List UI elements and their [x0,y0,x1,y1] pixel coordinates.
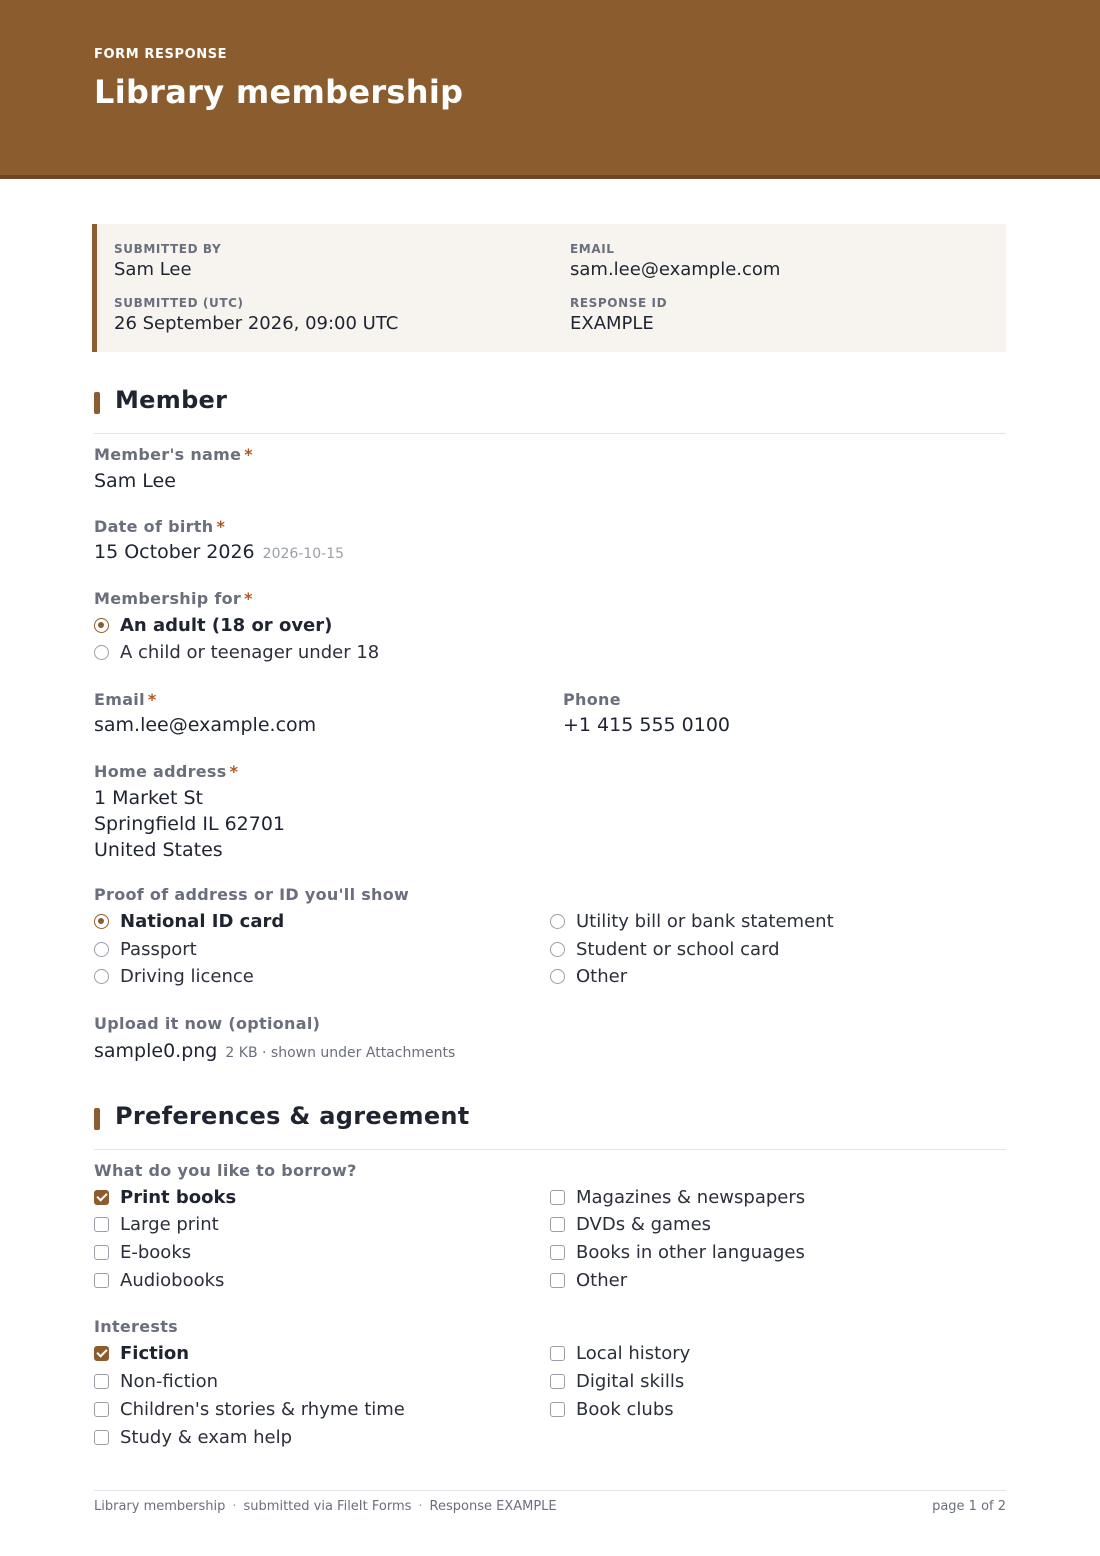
checkbox-empty-icon [94,1217,109,1232]
label-text: Proof of address or ID you'll show [94,885,410,904]
option-e-books [94,1240,191,1264]
meta-label: EMAIL [570,242,615,256]
page-header [0,0,1100,179]
address-line: 1 Market St [94,787,203,809]
option-student-card [550,937,780,961]
option-label: Books in other languages [576,1241,805,1263]
radio-empty-icon [94,645,109,660]
option-label: Passport [120,938,197,960]
field-label-upload [94,1014,320,1033]
option-label: Book clubs [576,1398,674,1420]
checkbox-empty-icon [94,1374,109,1389]
meta-label: SUBMITTED BY [114,242,222,256]
radio-empty-icon [550,969,565,984]
section-title: Preferences & agreement [115,1102,470,1130]
option-label: Local history [576,1342,691,1364]
option-non-fiction [94,1369,218,1393]
dob-iso: 2026-10-15 [262,546,345,562]
section-accent-bar [94,392,100,414]
label-text: Member's name [94,445,242,464]
meta-submitted-utc [114,296,398,334]
option-label: Fiction [120,1342,190,1364]
option-utility-bill [550,909,834,933]
radio-empty-icon [550,914,565,929]
checkbox-empty-icon [94,1402,109,1417]
option-label: An adult (18 or over) [120,614,333,636]
footer-separator: · [418,1499,423,1514]
option-label: Student or school card [576,938,780,960]
meta-submitted-by [114,242,221,280]
page-title: Library membership [94,73,464,111]
option-print-books [94,1185,236,1209]
field-label-interests [94,1317,178,1336]
option-borrow-other [550,1268,627,1292]
footer-via: submitted via FileIt Forms [243,1499,412,1514]
field-label-name [94,445,253,464]
option-label: Magazines & newspapers [576,1186,806,1208]
label-text: Interests [94,1317,178,1336]
required-mark: * [229,762,239,781]
field-value-phone: +1 415 555 0100 [563,714,731,736]
label-text: Upload it now (optional) [94,1014,321,1033]
option-label: Print books [120,1186,237,1208]
field-label-borrow [94,1161,357,1180]
label-text: Date of birth [94,517,214,536]
upload-filename[interactable]: sample0.png [94,1040,218,1062]
section-title: Member [115,386,228,414]
option-label: E-books [120,1241,192,1263]
checkbox-checked-icon [94,1190,109,1205]
page-footer [94,1490,1006,1530]
checkbox-checked-icon [94,1346,109,1361]
required-mark: * [244,589,253,608]
label-text: Email [94,690,145,709]
field-value-address [94,785,285,863]
section-preferences [94,1102,1006,1150]
option-label: DVDs & games [576,1213,712,1235]
field-label-dob [94,517,225,536]
field-label-address [94,762,238,781]
option-label: Non-fiction [120,1370,219,1392]
checkbox-empty-icon [550,1346,565,1361]
checkbox-empty-icon [550,1273,565,1288]
meta-value: sam.lee@example.com [570,259,781,280]
option-label: Audiobooks [120,1269,225,1291]
footer-separator: · [232,1499,237,1514]
option-local-history [550,1341,690,1365]
option-label: Other [576,965,628,987]
required-mark: * [244,445,253,464]
field-label-membership-for [94,589,253,608]
label-text: Home address [94,762,227,781]
required-mark: * [216,517,226,536]
checkbox-empty-icon [94,1273,109,1288]
header-eyebrow: FORM RESPONSE [94,47,228,62]
section-accent-bar [94,1108,100,1130]
checkbox-empty-icon [550,1245,565,1260]
option-label: Utility bill or bank statement [576,910,834,932]
upload-note: 2 KB · shown under Attachments [225,1045,456,1061]
field-value-email: sam.lee@example.com [94,714,317,736]
meta-value: EXAMPLE [570,313,654,334]
option-passport [94,937,197,961]
radio-empty-icon [94,969,109,984]
field-label-phone [563,690,621,709]
option-fiction [94,1341,189,1365]
label-text: What do you like to borrow? [94,1161,357,1180]
submission-meta [92,224,1006,352]
field-label-email [94,690,157,709]
radio-empty-icon [94,942,109,957]
option-label: Study & exam help [120,1426,293,1448]
field-value-dob [94,541,344,563]
option-label: A child or teenager under 18 [120,641,380,663]
meta-value: Sam Lee [114,259,192,280]
option-label: Driving licence [120,965,254,987]
option-audiobooks [94,1268,224,1292]
option-proof-other [550,964,627,988]
option-driving-licence [94,964,254,988]
radio-selected-icon [94,914,109,929]
option-study-help [94,1425,292,1449]
meta-value: 26 September 2026, 09:00 UTC [114,313,399,334]
field-value-name: Sam Lee [94,470,176,492]
address-line: Springfield IL 62701 [94,813,286,835]
option-label: Other [576,1269,628,1291]
checkbox-empty-icon [550,1402,565,1417]
label-text: Phone [563,690,621,709]
footer-form-name: Library membership [94,1499,226,1514]
option-other-languages [550,1240,805,1264]
option-label: National ID card [120,910,285,932]
option-magazines [550,1185,805,1209]
checkbox-empty-icon [550,1217,565,1232]
option-book-clubs [550,1397,674,1421]
field-label-proof [94,885,409,904]
radio-selected-icon [94,618,109,633]
meta-label: SUBMITTED (UTC) [114,296,244,310]
required-mark: * [147,690,157,709]
option-label: Digital skills [576,1370,685,1392]
meta-label: RESPONSE ID [570,296,668,310]
option-child [94,640,379,664]
checkbox-empty-icon [550,1374,565,1389]
checkbox-empty-icon [94,1430,109,1445]
option-national-id [94,909,284,933]
option-childrens-stories [94,1397,405,1421]
option-dvds-games [550,1212,711,1236]
meta-response-id [570,296,667,334]
option-adult [94,613,332,637]
section-member [94,386,1006,434]
meta-email [570,242,780,280]
radio-empty-icon [550,942,565,957]
checkbox-empty-icon [94,1245,109,1260]
footer-info [94,1499,557,1514]
checkbox-empty-icon [550,1190,565,1205]
page-number: page 1 of 2 [932,1499,1006,1514]
option-digital-skills [550,1369,684,1393]
option-label: Large print [120,1213,219,1235]
label-text: Membership for [94,589,242,608]
option-label: Children's stories & rhyme time [120,1398,405,1420]
field-value-upload [94,1040,455,1062]
option-large-print [94,1212,219,1236]
dob-value: 15 October 2026 [94,541,255,563]
footer-response: Response EXAMPLE [429,1499,557,1514]
address-line: United States [94,839,223,861]
